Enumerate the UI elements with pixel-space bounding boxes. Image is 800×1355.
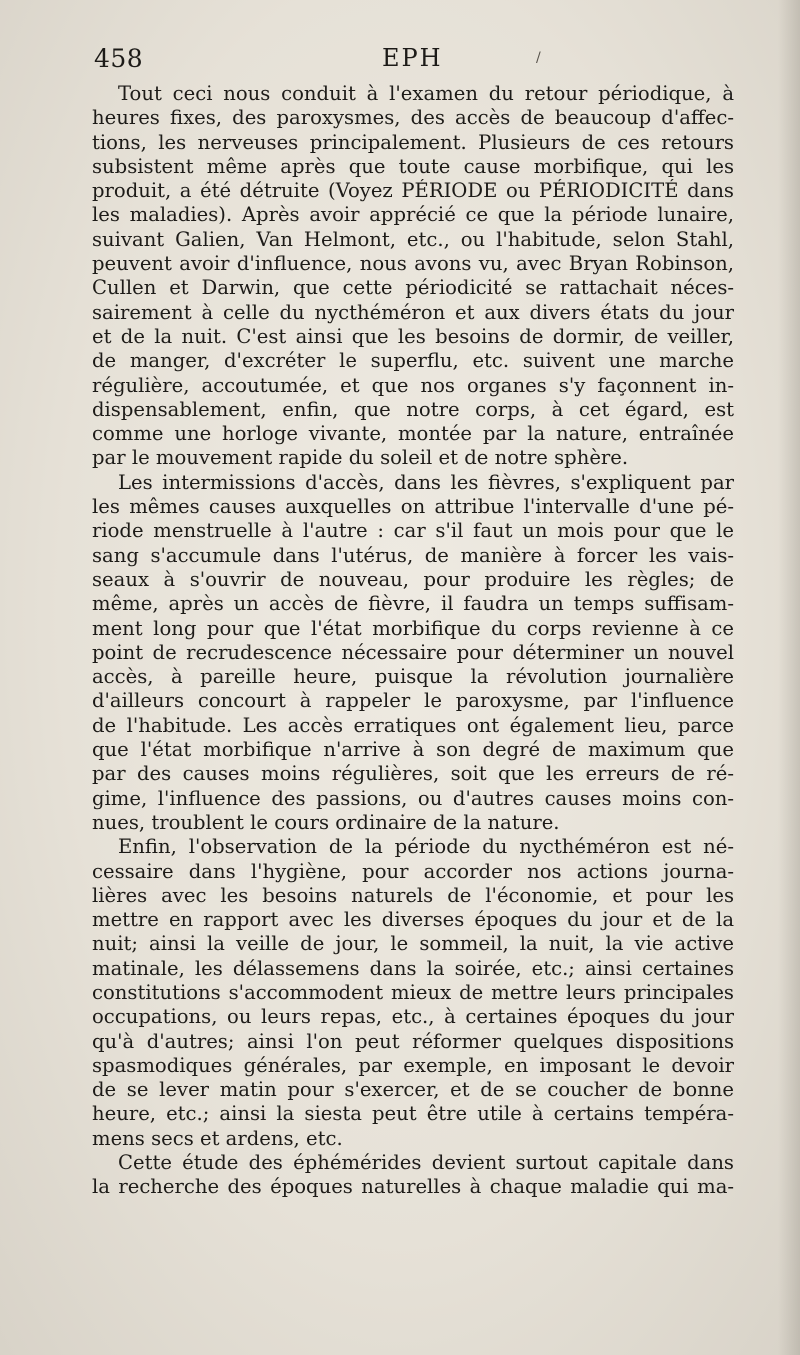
text-line: nues, troublent le cours ordinaire de la nature.	[92, 810, 560, 834]
text-line: comme une horloge vivante, montée par la nature, entraînée	[92, 422, 734, 446]
text-line: les mêmes causes auxquelles on attribue l'intervalle d'une pé-	[92, 495, 734, 519]
text-line: ment long pour que l'état morbifique du corps revienne à ce	[92, 616, 734, 640]
text-line: produit, a été détruite (Voyez PÉRIODE ou PÉRIODICITÉ dans	[92, 179, 734, 203]
text-line: que l'état morbifique n'arrive à son degré de maximum que	[92, 738, 734, 762]
text-line: heures fixes, des paroxysmes, des accès de beaucoup d'affec-	[92, 106, 734, 130]
text-line: et de la nuit. C'est ainsi que les besoins de dormir, de veiller,	[92, 324, 734, 348]
text-line: la recherche des époques naturelles à chaque maladie qui ma-	[92, 1175, 734, 1199]
text-line: sairement à celle du nycthéméron et aux divers états du jour	[92, 300, 734, 324]
text-line: point de recrudescence nécessaire pour déterminer un nouvel	[92, 640, 734, 664]
stray-mark: /	[536, 50, 541, 66]
text-line: Cette étude des éphémérides devient surtout capitale dans	[118, 1151, 734, 1175]
text-line: de l'habitude. Les accès erratiques ont également lieu, parce	[92, 713, 734, 737]
text-line: tions, les nerveuses principalement. Plusieurs de ces retours	[92, 130, 734, 154]
text-line: Enfin, l'observation de la période du nycthéméron est né-	[118, 835, 734, 859]
text-line: de manger, d'excréter le superflu, etc. suivent une marche	[92, 349, 734, 373]
text-line: matinale, les délassemens dans la soirée, etc.; ainsi certaines	[92, 956, 734, 980]
text-line: nuit; ainsi la veille de jour, le sommeil, la nuit, la vie active	[92, 932, 734, 956]
text-line: même, après un accès de fièvre, il faudra un temps suffisam-	[92, 592, 734, 616]
text-line: dispensablement, enfin, que notre corps, à cet égard, est	[92, 397, 734, 421]
text-line: mettre en rapport avec les diverses époques du jour et de la	[92, 908, 734, 932]
text-line: qu'à d'autres; ainsi l'on peut réformer quelques dispositions	[92, 1029, 734, 1053]
text-line: cessaire dans l'hygiène, pour accorder nos actions journa-	[92, 859, 734, 883]
text-line: régulière, accoutumée, et que nos organes s'y façonnent in-	[92, 373, 734, 397]
text-line: spasmodiques générales, par exemple, en imposant le devoir	[92, 1053, 734, 1077]
text-line: occupations, ou leurs repas, etc., à certaines époques du jour	[92, 1005, 734, 1029]
text-line: Cullen et Darwin, que cette périodicité se rattachait néces-	[92, 276, 734, 300]
text-line: par des causes moins régulières, soit que les erreurs de ré-	[92, 762, 734, 786]
text-line: peuvent avoir d'influence, nous avons vu, avec Bryan Robinson,	[92, 252, 734, 276]
running-title: EPH	[382, 44, 443, 72]
text-line: de se lever matin pour s'exercer, et de se coucher de bonne	[92, 1078, 734, 1102]
text-line: constitutions s'accommodent mieux de mettre leurs principales	[92, 980, 734, 1004]
text-body	[92, 82, 734, 1200]
text-line: seaux à s'ouvrir de nouveau, pour produire les règles; de	[92, 567, 734, 591]
text-line: suivant Galien, Van Helmont, etc., ou l'habitude, selon Stahl,	[92, 227, 734, 251]
text-line: subsistent même après que toute cause morbifique, qui les	[92, 154, 734, 178]
text-line: gime, l'influence des passions, ou d'autres causes moins con-	[92, 786, 734, 810]
text-line: lières avec les besoins naturels de l'économie, et pour les	[92, 883, 734, 907]
text-line: riode menstruelle à l'autre : car s'il faut un mois pour que le	[92, 519, 734, 543]
text-line: accès, à pareille heure, puisque la révolution journalière	[92, 665, 734, 689]
text-line: heure, etc.; ainsi la siesta peut être utile à certains tempéra-	[92, 1102, 734, 1126]
page-number: 458	[94, 44, 144, 73]
text-line: Les intermissions d'accès, dans les fièvres, s'expliquent par	[118, 470, 734, 494]
text-line: sang s'accumule dans l'utérus, de manière à forcer les vais-	[92, 543, 734, 567]
page-gutter-shadow	[778, 0, 800, 1355]
text-line: les maladies). Après avoir apprécié ce que la période lunaire,	[92, 203, 734, 227]
text-line: Tout ceci nous conduit à l'examen du retour périodique, à	[118, 82, 734, 105]
running-head	[94, 44, 734, 80]
text-line: d'ailleurs concourt à rappeler le paroxysme, par l'influence	[92, 689, 734, 713]
text-line: mens secs et ardens, etc.	[92, 1126, 343, 1150]
text-line: par le mouvement rapide du soleil et de notre sphère.	[92, 446, 629, 470]
